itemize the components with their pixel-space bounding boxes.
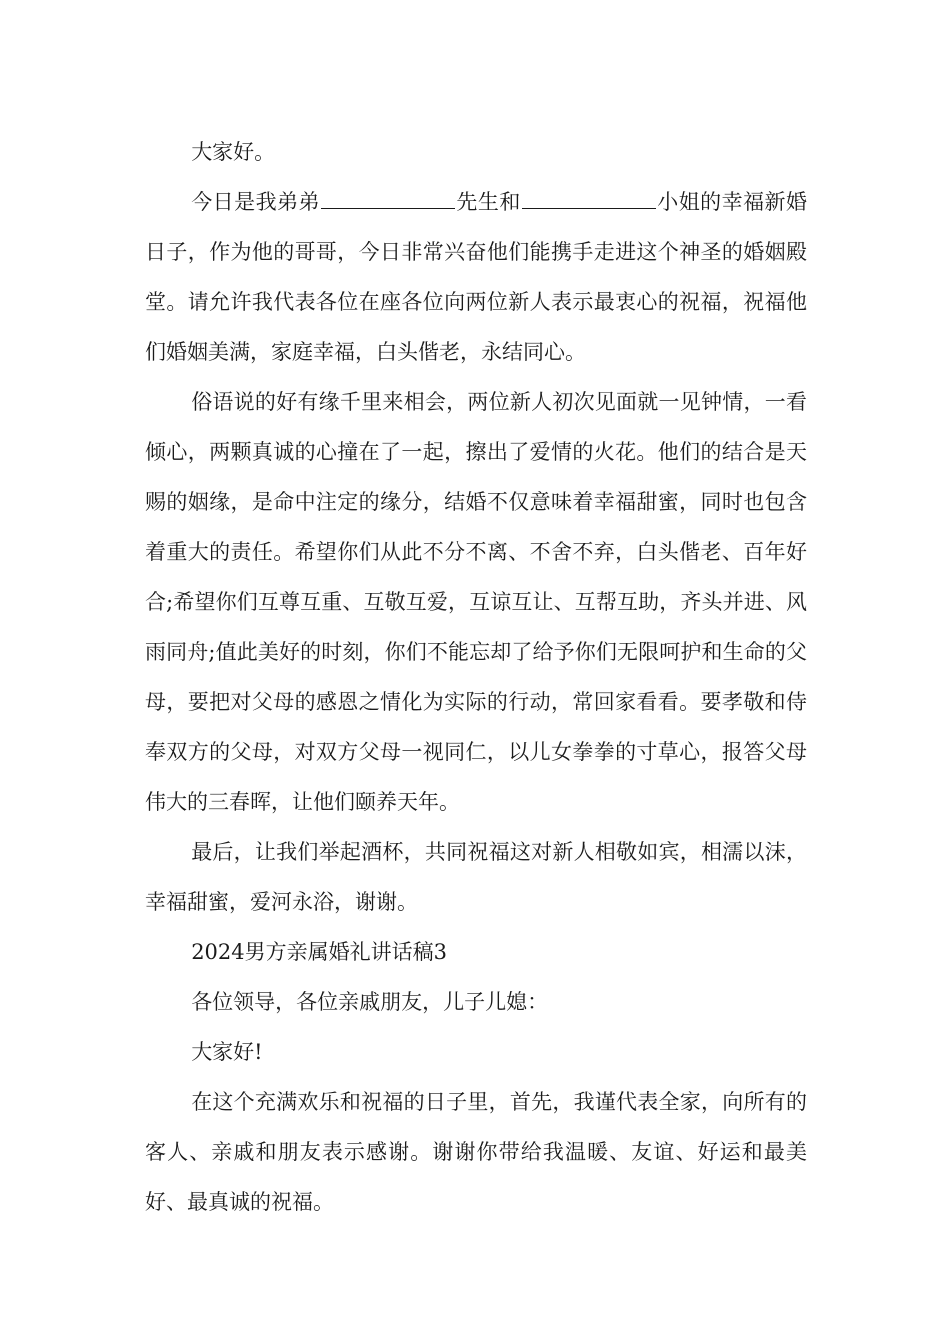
paragraph-text: 最后，让我们举起酒杯，共同祝福这对新人相敬如宾，相濡以沫，幸福甜蜜，爱河永浴，谢谢。	[145, 840, 807, 914]
paragraph-toast	[145, 827, 807, 927]
paragraph-text: 今日是我弟弟	[191, 190, 320, 214]
paragraph-text: 在这个充满欢乐和祝福的日子里，首先，我谨代表全家，向所有的客人、亲戚和朋友表示感谢。谢谢你带给我温暖、友谊、好运和最美好、最真诚的祝福。	[145, 1090, 807, 1214]
paragraph-text: 大家好!	[191, 1040, 263, 1064]
paragraph-blessing	[145, 377, 807, 827]
paragraph-salutation	[145, 977, 807, 1027]
paragraph-thanks	[145, 1077, 807, 1227]
paragraph-text: 各位领导，各位亲戚朋友，儿子儿媳：	[191, 990, 549, 1014]
paragraph-text: 小姐的幸福新婚日子，作为他的哥哥，今日非常兴奋他们能携手走进这个神圣的婚姻殿堂。请允许我代表各位在座各位向两位新人表示最衷心的祝福，祝福他们婚姻美满，家庭幸福，白头偕老，永结同心。	[145, 190, 808, 364]
paragraph-text: 先生和	[455, 190, 521, 214]
heading-text: 2024男方亲属婚礼讲话稿3	[191, 940, 447, 964]
section-heading	[145, 927, 807, 977]
paragraph-greeting	[145, 127, 807, 177]
groom-name-blank	[321, 186, 455, 209]
bride-name-blank	[522, 186, 656, 209]
paragraph-text: 大家好。	[191, 140, 276, 164]
document-body	[145, 127, 807, 1227]
paragraph-text: 俗语说的好有缘千里来相会，两位新人初次见面就一见钟情，一看倾心，两颗真诚的心撞在了一起，擦出了爱情的火花。他们的结合是天赐的姻缘，是命中注定的缘分，结婚不仅意味着幸福甜蜜，同时也包含着重大的责任。希望你们从此不分不离、不舍不弃，白头偕老、百年好合;希望你们互尊互重、互敬互爱，互谅互让、互帮互助，齐头并进、风雨同舟;值此美好的时刻，你们不能忘却了给予你们无限呵护和生命的父母，要把对父母的感恩之情化为实际的行动，常回家看看。要孝敬和侍奉双方的父母，对双方父母一视同仁，以儿女拳拳的寸草心，报答父母伟大的三春晖，让他们颐养天年。	[145, 390, 807, 814]
paragraph-greeting-2	[145, 1027, 807, 1077]
paragraph-introduction	[145, 177, 807, 377]
